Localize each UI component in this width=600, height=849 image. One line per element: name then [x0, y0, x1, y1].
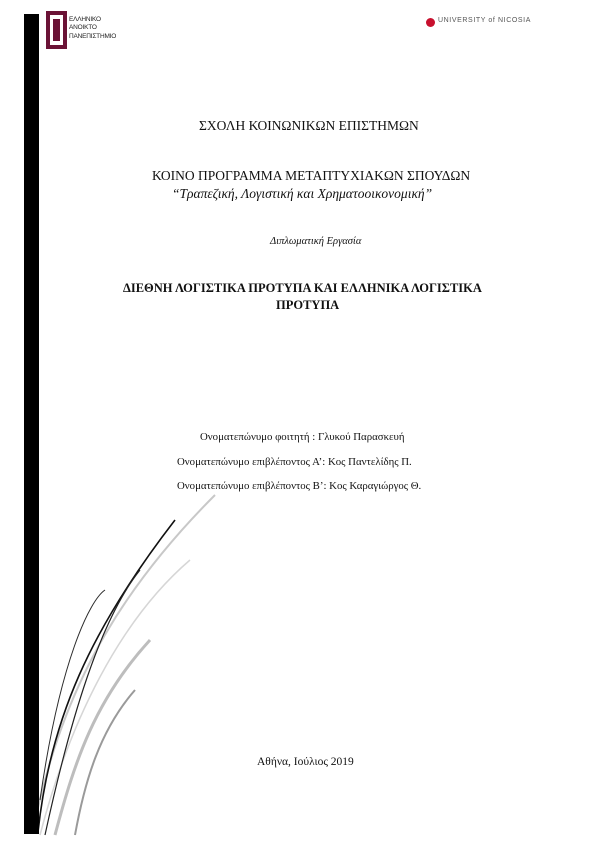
program-subtitle: “Τραπεζική, Λογιστική και Χρηματοοικονομική”: [172, 186, 433, 201]
thesis-type: Διπλωματική Εργασία: [270, 236, 362, 247]
school-name: ΣΧΟΛΗ ΚΟΙΝΩΝΙΚΩΝ ΕΠΙΣΤΗΜΩΝ: [199, 118, 419, 133]
place-date: Αθήνα, Ιούλιος 2019: [257, 756, 354, 768]
supervisor-b: Ονοματεπώνυμο επιβλέποντος Β’: Κος Καραγιώργος Θ.: [177, 480, 422, 492]
supervisor-a: Ονοματεπώνυμο επιβλέποντος Α’: Κος Παντελίδης Π.: [177, 456, 412, 468]
left-decorative-bar: [24, 14, 39, 834]
student-name: Ονοματεπώνυμο φοιτητή : Γλυκού Παρασκευή: [200, 431, 405, 443]
thesis-title-line1: ΔΙΕΘΝΗ ΛΟΓΙΣΤΙΚΑ ΠΡΟΤΥΠΑ ΚΑΙ ΕΛΛΗΝΙΚΑ ΛΟΓΙΣΤΙΚΑ: [123, 281, 482, 295]
institution-logo-icon: [46, 11, 67, 49]
university-logo-text: UNIVERSITY of NICOSIA: [438, 17, 531, 24]
university-logo: [426, 16, 536, 32]
institution-logo-line: ΕΛΛΗΝΙΚΟ: [69, 16, 101, 23]
institution-logo-line: ΠΑΝΕΠΙΣΤΗΜΙΟ: [69, 32, 117, 40]
program-name: ΚΟΙΝΟ ΠΡΟΓΡΑΜΜΑ ΜΕΤΑΠΤΥΧΙΑΚΩΝ ΣΠΟΥΔΩΝ: [152, 168, 471, 183]
institution-logo: [46, 11, 136, 51]
institution-logo-text: [69, 16, 116, 41]
thesis-title-line2: ΠΡΟΤΥΠΑ: [276, 298, 340, 312]
institution-logo-line: ΑΝΟΙΚΤΟ: [69, 24, 97, 32]
university-logo-icon: [426, 18, 435, 27]
